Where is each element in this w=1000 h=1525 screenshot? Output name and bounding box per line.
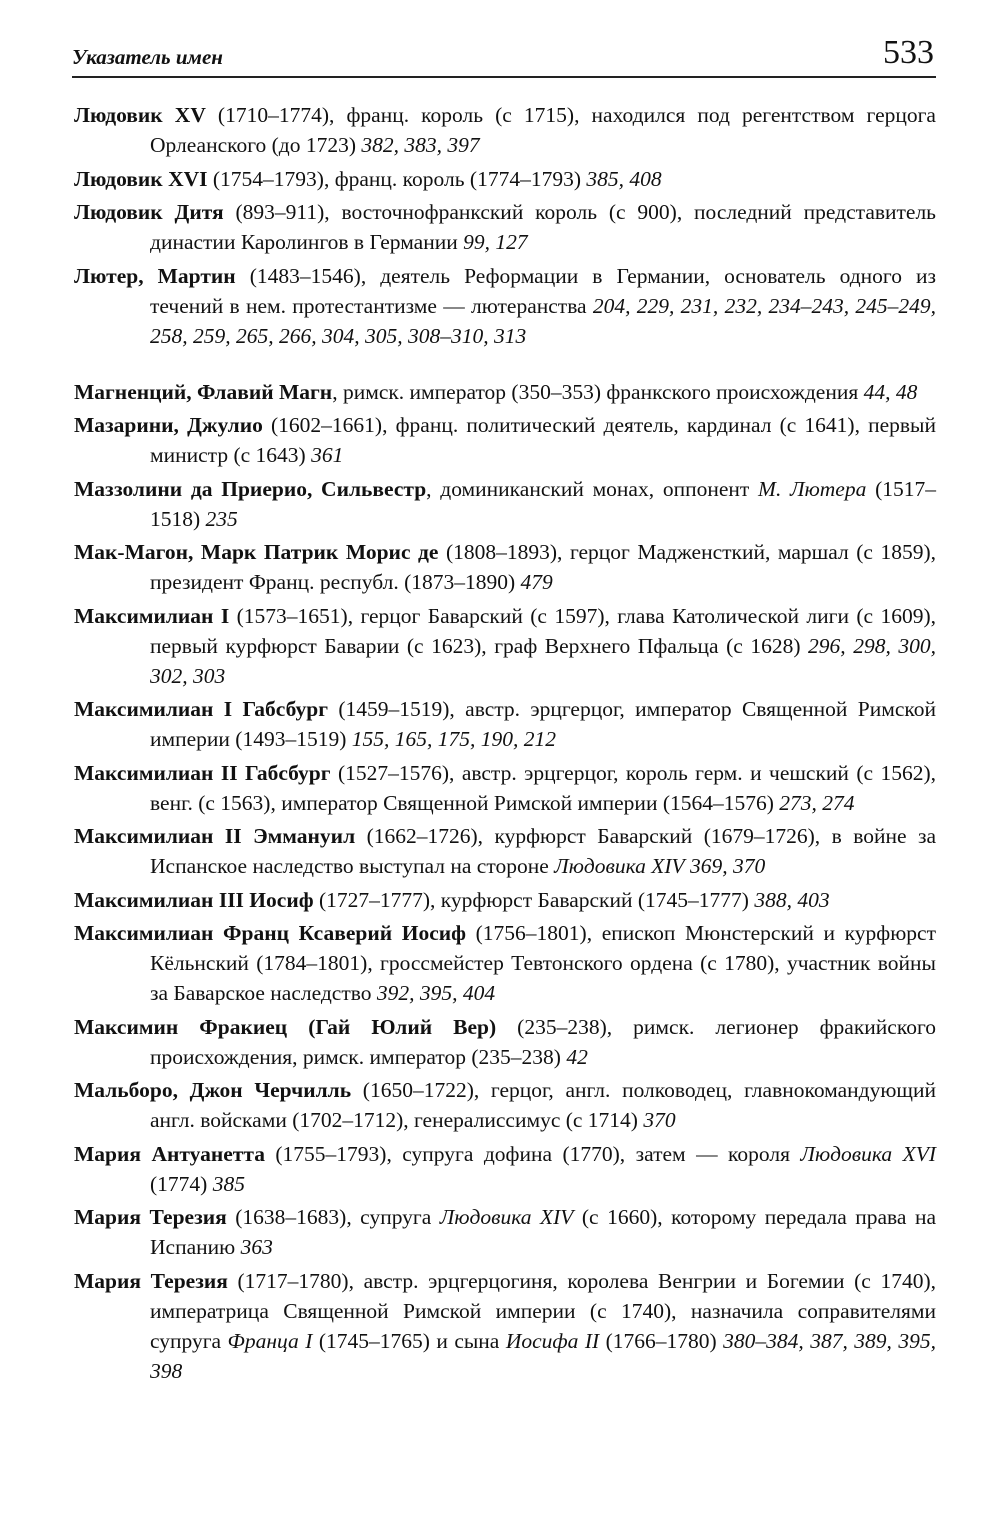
entry-description: (1527–1576), австр. эрцгерцог, король герм. и чешский (с 1562), венг. (с 1563), император Священной Римской империи (1564–1576)	[150, 760, 936, 815]
entry-description: (с 1660), которому передала права на Испанию	[150, 1205, 936, 1259]
entry-description: (1602–1661), франц. политический деятель, кардинал (с 1641), первый министр (с 1643)	[150, 413, 936, 467]
entry-pages: 235	[205, 506, 238, 531]
entry-pages: 385	[212, 1171, 245, 1196]
entry-name: Лютер, Мартин	[74, 263, 236, 288]
entry-name: Максимилиан III Иосиф	[74, 887, 314, 912]
entry-name: Мария Антуанетта	[74, 1141, 265, 1166]
entry-name: Максимилиан I	[74, 603, 230, 628]
entry-cross-reference: Франца I	[227, 1328, 313, 1353]
entry-pages: 42	[566, 1044, 588, 1069]
entry-description: (1717–1780), австр. эрцгерцогиня, королева Венгрии и Богемии (с 1740), императрица Священной Римской империи (с 1740), назначила соправителями супруга	[150, 1268, 936, 1353]
entry-description: (1710–1774), франц. король (с 1715), находился под регентством герцога Орлеанского (до 1723)	[150, 103, 936, 157]
entry-description: (1745–1765) и сына	[312, 1328, 506, 1353]
page-number: 533	[883, 34, 934, 71]
entry-description: (1754–1793), франц. король (1774–1793)	[207, 166, 587, 191]
entry-description: (1517–1518)	[150, 476, 936, 531]
entry-description: (893–911), восточнофранкский король (с 900), последний представитель династии Каролингов в Германии	[150, 200, 936, 254]
entry-description: (235–238), римск. легионер фракийского происхождения, римск. император (235–238)	[150, 1014, 936, 1069]
index-entry	[74, 164, 936, 194]
entry-description: , римск. император (350–353) франкского происхождения	[332, 379, 864, 404]
index-entry	[74, 918, 936, 1008]
index-entry	[74, 377, 936, 407]
entry-name: Людовик XV	[74, 103, 206, 127]
entry-name: Максимилиан I Габсбург	[74, 697, 329, 721]
entry-pages: 204, 229, 231, 232, 234–243, 245–249, 258, 259, 265, 266, 304, 305, 308–310, 313	[150, 293, 936, 348]
running-title: Указатель имен	[72, 45, 223, 69]
entry-pages: 392, 395, 404	[376, 981, 496, 1005]
entry-pages: 296, 298, 300, 302, 303	[150, 633, 936, 688]
entry-cross-reference: Людовика XIV	[439, 1205, 574, 1229]
entry-description: (1727–1777), курфюрст Баварский (1745–1777)	[313, 887, 755, 912]
entry-pages: 479	[520, 570, 553, 594]
index-entries	[74, 100, 936, 1389]
entry-pages: 370	[643, 1108, 676, 1132]
entry-name: Мазарини, Джулио	[74, 413, 263, 437]
entry-name: Максимин Фракиец (Гай Юлий Вер)	[74, 1014, 497, 1039]
index-entry	[74, 197, 936, 257]
index-entry	[74, 821, 936, 881]
index-entry	[74, 1266, 936, 1386]
index-entry	[74, 885, 936, 915]
entry-pages: 380–384, 387, 389, 395, 398	[150, 1328, 937, 1383]
entry-name: Людовик Дитя	[74, 200, 224, 224]
entry-description: (1459–1519), австр. эрцгерцог, император Священной Римской империи (1493–1519)	[150, 697, 936, 751]
entry-name: Мак-Магон, Марк Патрик Морис де	[74, 540, 439, 564]
entry-name: Мальборо, Джон Черчилль	[74, 1078, 352, 1102]
entry-description: (1650–1722), герцог, англ. полководец, главнокомандующий англ. войсками (1702–1712), генералиссимус (с 1714)	[150, 1078, 936, 1132]
index-entry	[74, 261, 936, 351]
entry-cross-reference: Людовика XVI	[800, 1141, 936, 1166]
entry-pages: 385, 408	[586, 166, 662, 191]
entry-pages: 388, 403	[754, 887, 830, 912]
index-entry	[74, 1075, 936, 1135]
entry-description: (1638–1683), супруга	[226, 1205, 440, 1229]
entry-pages: 369, 370	[690, 854, 766, 878]
entry-description: (1573–1651), герцог Баварский (с 1597), глава Католической лиги (с 1609), первый курфюрст Баварии (с 1623), граф Верхнего Пфальца (с 1628)	[150, 603, 936, 658]
entry-pages: 361	[311, 443, 344, 467]
entry-name: Магненций, Флавий Магн	[74, 379, 333, 404]
index-entry	[74, 601, 936, 691]
index-entry	[74, 474, 936, 534]
entry-description: (1774)	[150, 1171, 213, 1196]
entry-name: Мария Терезия	[74, 1268, 228, 1293]
index-entry	[74, 1202, 936, 1262]
entry-cross-reference: Людовика XIV	[554, 854, 685, 878]
entry-description: (1662–1726), курфюрст Баварский (1679–1726), в войне за Испанское наследство выступал на стороне	[150, 824, 936, 878]
index-entry	[74, 758, 936, 818]
entry-pages: 363	[240, 1235, 273, 1259]
index-entry	[74, 694, 936, 754]
entry-name: Максимилиан II Эммануил	[74, 824, 356, 848]
entry-description: (1766–1780)	[599, 1328, 724, 1353]
index-entry	[74, 1139, 936, 1199]
entry-pages: 99, 127	[463, 230, 528, 254]
entry-pages: 155, 165, 175, 190, 212	[351, 727, 556, 751]
index-entry	[74, 1012, 936, 1072]
entry-description: , доминиканский монах, оппонент	[426, 476, 759, 501]
index-entry	[74, 537, 936, 597]
entry-cross-reference: М. Лютера	[758, 476, 867, 501]
entry-description: (1483–1546), деятель Реформации в Германии, основатель одного из течений в нем. протестантизме — лютеранства	[150, 263, 937, 318]
entry-pages: 44, 48	[863, 379, 918, 404]
entry-name: Максимилиан Франц Ксаверий Иосиф	[74, 921, 467, 945]
entry-name: Мария Терезия	[74, 1205, 227, 1229]
entry-description: (1808–1893), герцог Мадженсткий, маршал (с 1859), президент Франц. республ. (1873–1890)	[150, 540, 936, 594]
entry-name: Людовик XVI	[74, 166, 208, 191]
entry-description: (1756–1801), епископ Мюнстерский и курфюрст Кёльнский (1784–1801), гроссмейстер Тевтонского ордена (с 1780), участник войны за Баварское наследство	[150, 921, 936, 1005]
entry-name: Маззолини да Приерио, Сильвестр	[74, 476, 427, 501]
entry-cross-reference: Иосифа II	[505, 1328, 600, 1353]
entry-pages: 382, 383, 397	[361, 133, 480, 157]
index-entry	[74, 100, 936, 160]
entry-pages: 273, 274	[779, 790, 855, 815]
index-entry	[74, 410, 936, 470]
running-header	[72, 28, 936, 78]
entry-name: Максимилиан II Габсбург	[74, 760, 331, 785]
entry-description: (1755–1793), супруга дофина (1770), затем — короля	[264, 1141, 801, 1166]
